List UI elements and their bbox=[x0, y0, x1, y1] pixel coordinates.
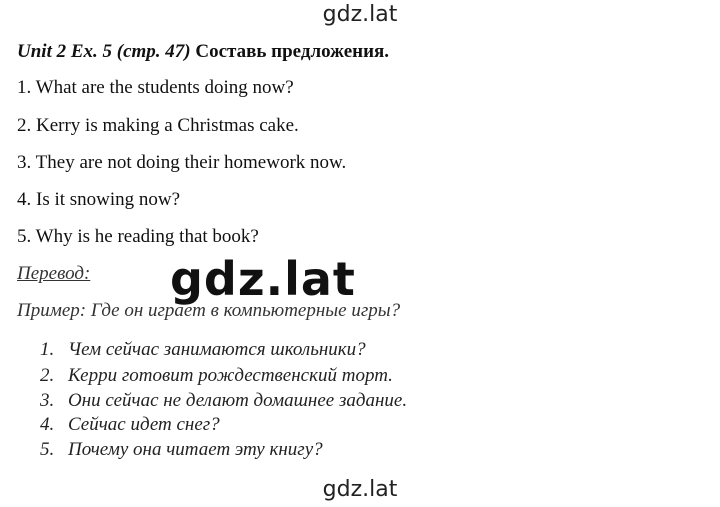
list-number: 5. bbox=[40, 439, 55, 460]
english-sentence-4: 4. Is it snowing now? bbox=[17, 189, 181, 210]
watermark-top: gdz.lat bbox=[322, 2, 398, 27]
russian-sentence-2 bbox=[40, 365, 393, 387]
watermark-bottom: gdz.lat bbox=[322, 477, 398, 502]
english-sentence-1: 1. What are the students doing now? bbox=[17, 77, 294, 98]
russian-sentence-4 bbox=[40, 414, 220, 436]
list-number: 4. bbox=[40, 414, 55, 435]
watermark-center: gdz.lat bbox=[170, 252, 356, 306]
example-sentence: Пример: Где он играет в компьютерные игры? bbox=[17, 300, 401, 321]
russian-sentence-text: Сейчас идет снег? bbox=[68, 414, 220, 435]
russian-sentence-text: Они сейчас не делают домашнее задание. bbox=[68, 390, 408, 411]
russian-sentence-text: Керри готовит рождественский торт. bbox=[68, 365, 393, 386]
russian-sentence-text: Чем сейчас занимаются школьники? bbox=[68, 339, 366, 360]
translation-label: Перевод: bbox=[17, 263, 91, 284]
exercise-instruction: Составь предложения. bbox=[195, 41, 390, 62]
exercise-title bbox=[17, 41, 389, 63]
russian-sentence-text: Почему она читает эту книгу? bbox=[68, 439, 323, 460]
russian-sentence-3 bbox=[40, 390, 407, 412]
english-sentence-5: 5. Why is he reading that book? bbox=[17, 226, 259, 247]
list-number: 3. bbox=[40, 390, 55, 411]
russian-sentence-1 bbox=[40, 339, 366, 361]
english-sentence-3: 3. They are not doing their homework now. bbox=[17, 152, 347, 173]
list-number: 2. bbox=[40, 365, 55, 386]
russian-sentence-5 bbox=[40, 439, 323, 461]
exercise-reference: Unit 2 Ex. 5 (стр. 47) bbox=[17, 41, 191, 62]
list-number: 1. bbox=[40, 339, 55, 360]
english-sentence-2: 2. Kerry is making a Christmas cake. bbox=[17, 115, 299, 136]
